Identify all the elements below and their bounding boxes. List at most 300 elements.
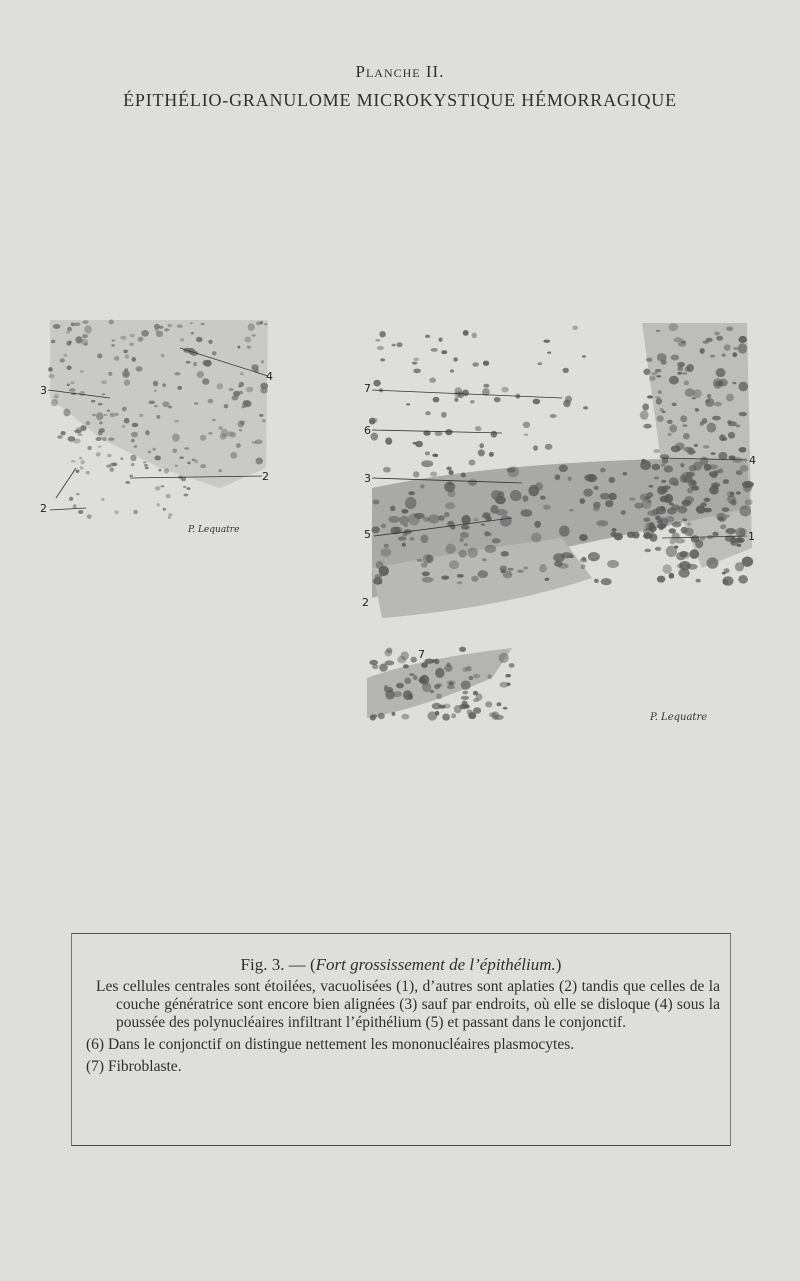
cell-nucleus: [421, 460, 433, 467]
cell-nucleus: [695, 540, 703, 549]
cell-nucleus: [208, 432, 212, 434]
right-signature: P. Lequatre: [650, 712, 708, 723]
cell-nucleus: [405, 497, 416, 509]
cell-nucleus: [61, 431, 66, 435]
cell-nucleus: [727, 420, 732, 423]
cell-nucleus: [449, 560, 459, 569]
cell-nucleus: [78, 434, 83, 436]
cell-nucleus: [473, 674, 480, 679]
cell-nucleus: [707, 423, 717, 433]
cell-nucleus: [380, 358, 385, 361]
cell-nucleus: [722, 572, 726, 575]
cell-nucleus: [370, 715, 376, 721]
cell-nucleus: [655, 547, 662, 551]
cell-nucleus: [245, 337, 252, 343]
cell-nucleus: [246, 387, 253, 393]
cell-nucleus: [492, 538, 501, 543]
cell-nucleus: [444, 665, 452, 672]
cell-nucleus: [732, 382, 736, 384]
cell-nucleus: [428, 711, 438, 720]
cell-nucleus: [739, 412, 747, 416]
cell-nucleus: [464, 543, 468, 546]
cell-nucleus: [441, 350, 447, 354]
cell-nucleus: [594, 486, 599, 490]
cell-nucleus: [449, 682, 454, 686]
caption-paragraph-2: (6) Dans le conjonctif on distingue nettement les mononucléaires plasmocytes.: [86, 1036, 575, 1053]
cell-nucleus: [730, 492, 735, 495]
cell-nucleus: [429, 378, 436, 383]
cell-nucleus: [251, 364, 258, 371]
cell-nucleus: [212, 351, 217, 355]
cell-nucleus: [208, 340, 212, 344]
cell-nucleus: [662, 458, 668, 464]
cell-nucleus: [219, 426, 223, 430]
cell-nucleus: [76, 470, 80, 473]
cell-nucleus: [462, 390, 469, 397]
cell-nucleus: [124, 379, 130, 385]
cell-nucleus: [725, 528, 736, 534]
cell-nucleus: [411, 657, 417, 663]
cell-nucleus: [461, 525, 470, 530]
cell-nucleus: [420, 535, 428, 544]
cell-nucleus: [629, 497, 635, 501]
cell-nucleus: [668, 433, 672, 436]
cell-nucleus: [149, 401, 155, 405]
cell-nucleus: [201, 323, 205, 325]
cell-nucleus: [700, 502, 706, 507]
cell-nucleus: [86, 421, 90, 425]
cell-nucleus: [545, 444, 553, 450]
cell-nucleus: [485, 701, 492, 707]
cell-nucleus: [535, 482, 543, 490]
cell-nucleus: [704, 464, 712, 471]
cell-nucleus: [237, 346, 240, 349]
cell-nucleus: [570, 555, 574, 559]
cell-nucleus: [677, 372, 682, 375]
cell-nucleus: [98, 446, 102, 448]
cell-nucleus: [132, 357, 137, 362]
cell-nucleus: [643, 369, 650, 376]
cell-nucleus: [580, 498, 586, 504]
cell-nucleus: [106, 465, 111, 468]
cell-nucleus: [420, 484, 425, 488]
cell-nucleus: [129, 343, 134, 346]
cell-nucleus: [373, 380, 380, 387]
cell-nucleus: [601, 578, 612, 585]
cell-nucleus: [145, 430, 150, 435]
cell-nucleus: [386, 648, 392, 654]
cell-nucleus: [582, 355, 586, 357]
cell-nucleus: [412, 362, 417, 365]
cell-nucleus: [735, 424, 740, 427]
cell-nucleus: [156, 415, 160, 419]
cell-nucleus: [676, 552, 686, 560]
figure-caption-title: [72, 955, 730, 975]
cell-nucleus: [644, 549, 651, 553]
cell-nucleus: [712, 416, 721, 421]
cell-nucleus: [110, 413, 116, 418]
cell-nucleus: [669, 573, 675, 579]
plate-title: Planche II.: [355, 62, 445, 81]
cell-nucleus: [531, 533, 542, 543]
cell-nucleus: [68, 436, 76, 442]
cell-nucleus: [124, 418, 130, 424]
cell-nucleus: [78, 510, 83, 514]
cell-nucleus: [261, 360, 264, 363]
cell-nucleus: [481, 524, 485, 526]
cell-nucleus: [642, 403, 649, 410]
cell-nucleus: [161, 485, 165, 487]
cell-nucleus: [96, 412, 103, 420]
cell-nucleus: [446, 467, 451, 471]
cell-nucleus: [700, 348, 705, 354]
cell-nucleus: [640, 460, 651, 470]
cell-nucleus: [596, 520, 608, 526]
right-label-6: 6: [364, 424, 371, 437]
cell-nucleus: [670, 538, 676, 544]
cell-nucleus: [700, 537, 705, 540]
cell-nucleus: [183, 486, 187, 488]
cell-nucleus: [703, 340, 709, 344]
cell-nucleus: [221, 429, 229, 437]
cell-nucleus: [485, 545, 497, 553]
cell-nucleus: [569, 509, 574, 512]
cell-nucleus: [392, 344, 396, 347]
cell-nucleus: [484, 531, 490, 536]
cell-nucleus: [381, 524, 386, 529]
cell-nucleus: [208, 399, 214, 404]
cell-nucleus: [500, 515, 512, 526]
cell-nucleus: [660, 496, 670, 503]
cell-nucleus: [193, 362, 197, 366]
cell-nucleus: [469, 676, 474, 680]
cell-nucleus: [711, 452, 716, 455]
cell-nucleus: [80, 370, 84, 372]
right-label-4: 4: [749, 454, 756, 467]
fig-label: Fig. 3. — (: [240, 955, 316, 974]
cell-nucleus: [662, 564, 671, 573]
cell-nucleus: [157, 503, 160, 506]
cell-nucleus: [435, 668, 444, 678]
cell-nucleus: [434, 659, 439, 665]
cell-nucleus: [680, 463, 684, 467]
cell-nucleus: [402, 543, 406, 547]
cell-nucleus: [262, 419, 266, 422]
cell-nucleus: [162, 383, 166, 387]
cell-nucleus: [470, 400, 475, 404]
cell-nucleus: [694, 408, 698, 410]
cell-nucleus: [419, 677, 425, 683]
cell-nucleus: [139, 414, 143, 417]
cell-nucleus: [479, 443, 484, 448]
cell-nucleus: [501, 551, 509, 557]
cell-nucleus: [129, 475, 133, 477]
cell-nucleus: [506, 683, 510, 686]
cell-nucleus: [517, 570, 524, 573]
cell-nucleus: [461, 681, 471, 690]
cell-nucleus: [550, 414, 557, 418]
cell-nucleus: [584, 474, 595, 481]
cell-nucleus: [645, 523, 654, 531]
cell-nucleus: [661, 480, 666, 483]
cell-nucleus: [164, 468, 169, 473]
cell-nucleus: [441, 412, 447, 418]
cell-nucleus: [657, 353, 667, 361]
cell-nucleus: [664, 465, 673, 472]
cell-nucleus: [131, 439, 135, 443]
cell-nucleus: [101, 380, 107, 384]
cell-nucleus: [162, 401, 169, 407]
cell-nucleus: [130, 455, 136, 462]
cell-nucleus: [453, 357, 458, 361]
cell-nucleus: [508, 466, 520, 477]
cell-nucleus: [718, 452, 727, 460]
cell-nucleus: [186, 361, 191, 364]
cell-nucleus: [643, 518, 650, 522]
cell-nucleus: [694, 444, 698, 447]
cell-nucleus: [430, 472, 437, 477]
cell-nucleus: [447, 685, 455, 689]
cell-nucleus: [79, 391, 85, 396]
cell-nucleus: [81, 339, 88, 345]
cell-nucleus: [461, 696, 469, 700]
cell-nucleus: [425, 335, 430, 338]
cell-nucleus: [553, 553, 565, 562]
cell-nucleus: [460, 532, 469, 538]
cell-nucleus: [122, 370, 130, 378]
cell-nucleus: [627, 532, 635, 538]
cell-nucleus: [710, 355, 715, 358]
cell-nucleus: [540, 496, 546, 500]
cell-nucleus: [110, 468, 114, 472]
cell-nucleus: [421, 662, 428, 668]
cell-nucleus: [82, 334, 88, 338]
cell-nucleus: [463, 330, 469, 336]
cell-nucleus: [463, 667, 468, 672]
cell-nucleus: [543, 340, 550, 343]
cell-nucleus: [96, 452, 101, 456]
cell-nucleus: [523, 566, 528, 569]
cell-nucleus: [413, 442, 417, 444]
cell-nucleus: [87, 446, 91, 450]
cell-nucleus: [122, 425, 125, 428]
cell-nucleus: [230, 452, 237, 459]
cell-nucleus: [97, 353, 102, 358]
cell-nucleus: [401, 651, 409, 660]
cell-nucleus: [649, 376, 656, 381]
cell-nucleus: [104, 414, 108, 416]
cell-nucleus: [505, 674, 511, 678]
cell-nucleus: [689, 549, 699, 559]
cell-nucleus: [256, 321, 261, 325]
cell-nucleus: [500, 566, 507, 572]
cell-nucleus: [558, 563, 569, 569]
cell-nucleus: [692, 486, 699, 491]
cell-nucleus: [489, 712, 497, 717]
cell-nucleus: [396, 683, 404, 689]
cell-nucleus: [665, 516, 674, 523]
cell-nucleus: [707, 557, 719, 568]
cell-nucleus: [704, 498, 711, 502]
cell-nucleus: [112, 339, 116, 341]
cell-nucleus: [425, 451, 430, 455]
cell-nucleus: [120, 457, 123, 460]
cell-nucleus: [393, 691, 401, 697]
cell-nucleus: [385, 437, 392, 444]
caption-paragraph-1: Les cellules centrales sont étoilées, vacuolisées (1), d’autres sont aplaties (2) tandis que celles de la couche génératrice sont encore bien alignées (3) sauf par endroits, où elle se disloque (4) sous la poussée des polynucléaires infiltrant l’épithélium (5) et passant dans le conjonctif.: [96, 978, 720, 1031]
cell-nucleus: [153, 448, 156, 451]
cell-nucleus: [685, 388, 695, 397]
cell-nucleus: [727, 495, 736, 504]
cell-nucleus: [404, 678, 411, 685]
cell-nucleus: [669, 323, 679, 331]
right-label-7: 7: [364, 382, 371, 395]
cell-nucleus: [723, 576, 734, 585]
cell-nucleus: [101, 498, 104, 501]
right-micrograph-figure: [362, 318, 762, 728]
cell-nucleus: [459, 704, 468, 709]
cell-nucleus: [233, 391, 240, 397]
cell-nucleus: [372, 526, 380, 533]
cell-nucleus: [667, 420, 673, 424]
cell-nucleus: [108, 372, 112, 376]
cell-nucleus: [545, 578, 550, 581]
cell-nucleus: [224, 404, 228, 408]
left-label-2b: 2: [40, 502, 47, 515]
cell-nucleus: [684, 447, 693, 452]
cell-nucleus: [409, 673, 414, 676]
cell-nucleus: [621, 510, 626, 515]
cell-nucleus: [48, 367, 53, 372]
cell-nucleus: [739, 447, 747, 453]
cell-nucleus: [408, 491, 415, 495]
cell-nucleus: [451, 713, 456, 718]
cell-nucleus: [236, 443, 241, 448]
cell-nucleus: [459, 538, 463, 542]
cell-nucleus: [662, 411, 666, 413]
cell-nucleus: [390, 506, 395, 511]
cell-nucleus: [398, 536, 406, 540]
cell-nucleus: [251, 334, 256, 337]
cell-nucleus: [163, 508, 166, 511]
cell-nucleus: [623, 472, 628, 476]
cell-nucleus: [392, 712, 396, 716]
cell-nucleus: [600, 468, 606, 473]
cell-nucleus: [716, 336, 723, 341]
cell-nucleus: [197, 371, 204, 378]
cell-nucleus: [80, 466, 83, 469]
right-label-3: 3: [364, 472, 371, 485]
cell-nucleus: [229, 388, 234, 391]
cell-nucleus: [95, 437, 101, 441]
cell-nucleus: [609, 477, 616, 483]
cell-nucleus: [647, 395, 653, 398]
cell-nucleus: [559, 465, 568, 473]
cell-nucleus: [155, 486, 160, 490]
cell-nucleus: [683, 433, 690, 439]
cell-nucleus: [728, 432, 735, 439]
cell-nucleus: [159, 469, 162, 471]
cell-nucleus: [431, 348, 438, 352]
right-label-2: 2: [362, 596, 369, 609]
cell-nucleus: [406, 403, 410, 405]
cell-nucleus: [483, 384, 489, 388]
cell-nucleus: [154, 324, 160, 329]
cell-nucleus: [161, 354, 165, 358]
cell-nucleus: [81, 460, 85, 464]
cell-nucleus: [446, 544, 456, 554]
cell-nucleus: [588, 552, 600, 561]
cell-nucleus: [675, 443, 684, 451]
cell-nucleus: [102, 437, 106, 441]
cell-nucleus: [51, 399, 58, 406]
cell-nucleus: [696, 579, 701, 583]
cell-nucleus: [478, 449, 485, 456]
cell-nucleus: [397, 342, 403, 347]
cell-nucleus: [656, 398, 662, 405]
cell-nucleus: [682, 518, 687, 521]
cell-nucleus: [378, 713, 385, 719]
cell-nucleus: [712, 532, 718, 537]
cell-nucleus: [671, 355, 680, 361]
cell-nucleus: [99, 428, 105, 433]
cell-nucleus: [107, 410, 110, 412]
cell-nucleus: [399, 516, 409, 526]
cell-nucleus: [260, 383, 268, 390]
cell-nucleus: [423, 517, 430, 522]
cell-nucleus: [724, 344, 731, 351]
cell-nucleus: [441, 576, 449, 580]
cell-nucleus: [82, 320, 88, 323]
cell-nucleus: [79, 457, 82, 460]
cell-nucleus: [682, 424, 687, 427]
cell-nucleus: [202, 378, 209, 385]
cell-nucleus: [682, 372, 688, 375]
cell-nucleus: [69, 388, 76, 392]
cell-nucleus: [669, 424, 677, 432]
cell-nucleus: [677, 506, 687, 514]
cell-nucleus: [738, 575, 748, 584]
cell-nucleus: [131, 463, 134, 466]
cell-nucleus: [501, 387, 508, 393]
cell-nucleus: [652, 464, 661, 471]
fig-italic-title: Fort grossissement de l’épithélium.: [315, 955, 556, 974]
cell-nucleus: [726, 327, 733, 332]
cell-nucleus: [612, 528, 617, 532]
cell-nucleus: [496, 702, 501, 706]
cell-nucleus: [583, 489, 593, 497]
cell-nucleus: [657, 576, 665, 583]
cell-nucleus: [643, 424, 651, 429]
cell-nucleus: [454, 398, 458, 402]
cell-nucleus: [166, 494, 171, 498]
cell-nucleus: [376, 561, 384, 569]
cell-nucleus: [509, 663, 515, 668]
cell-nucleus: [608, 493, 616, 500]
cell-nucleus: [738, 343, 748, 353]
cell-nucleus: [463, 691, 469, 695]
cell-nucleus: [379, 331, 385, 337]
cell-nucleus: [184, 494, 189, 497]
cell-nucleus: [444, 482, 455, 492]
left-signature: P. Lequatre: [188, 525, 240, 535]
cell-nucleus: [472, 362, 479, 367]
cell-nucleus: [71, 460, 75, 463]
cell-nucleus: [579, 534, 588, 541]
left-label-4: 4: [266, 370, 273, 383]
cell-nucleus: [73, 504, 77, 508]
cell-nucleus: [60, 358, 65, 362]
